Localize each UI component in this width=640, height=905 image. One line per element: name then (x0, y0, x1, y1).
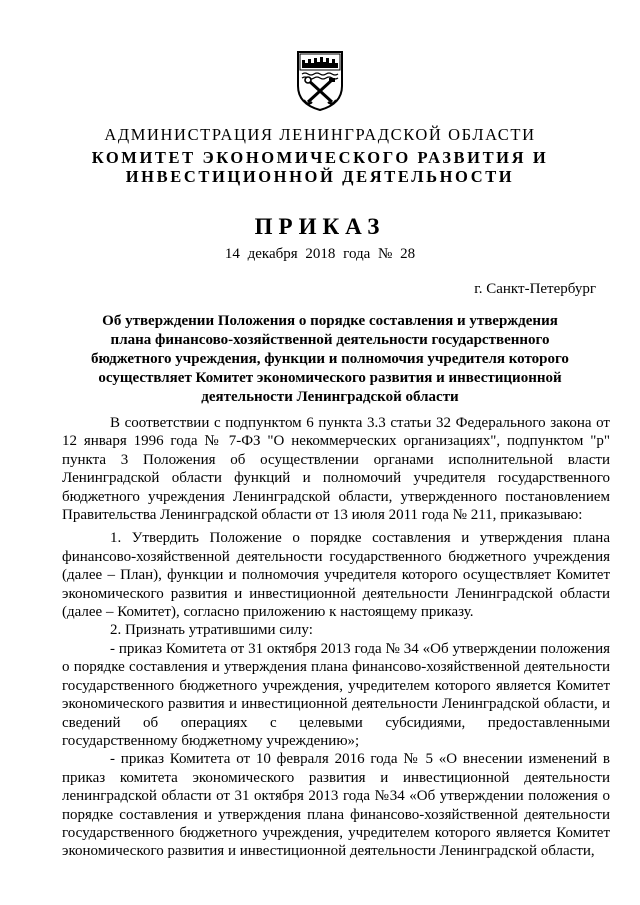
intro-paragraph: В соответствии с подпунктом 6 пункта 3.3 статьи 32 Федерального закона от 12 января 1996 года № 7-ФЗ "О некоммерческих организациях", подпунктом "р" пункта 3 Положения об осуществлении органами исполнительной власти Ленинградской области функций и полномочий учредителя государственного бюджетного учреждения Ленинградской области, утвержденного постановлением Правительства Ленинградской области от 13 июля 2011 года № 211, приказываю: (62, 415, 610, 524)
item-1-paragraph: 1. Утвердить Положение о порядке составления и утверждения плана финансово-хозяйственной деятельности государственного бюджетного учреждения (далее – План), функции и полномочия учредителя которого осуществляет Комитет экономического развития и инвестиционной деятельности Ленинградской области (далее – Комитет), согласно приложению к настоящему приказу. (62, 530, 610, 621)
document-subject (70, 312, 590, 407)
subject-line: Об утверждении Положения о порядке составления и утверждения (102, 313, 558, 329)
document-body (62, 414, 610, 861)
item-2b-paragraph: - приказ Комитета от 10 февраля 2016 года № 5 «О внесении изменений в приказ комитета экономического развития и инвестиционной деятельности ленинградской области от 31 октября 2013 года №34 «Об утверждении положения о порядке составления и утверждения плана финансово-хозяйственной деятельности государственного бюджетного учреждения, учредителем которого является Комитет экономического развития и инвестиционной деятельности Ленинградской области, (62, 751, 610, 860)
committee-name (0, 148, 640, 186)
subject-line: плана финансово-хозяйственной деятельности государственного (110, 332, 550, 348)
organization-name: АДМИНИСТРАЦИЯ ЛЕНИНГРАДСКОЙ ОБЛАСТИ (104, 125, 536, 144)
document-type-title: ПРИКАЗ (254, 214, 386, 239)
committee-name-line2: ИНВЕСТИЦИОННОЙ ДЕЯТЕЛЬНОСТИ (125, 167, 515, 186)
item-2a-paragraph: - приказ Комитета от 31 октября 2013 года № 34 «Об утверждении положения о порядке составления и утверждения плана финансово-хозяйственной деятельности государственного бюджетного учреждения, учредителем которого является Комитет экономического развития и инвестиционной деятельности Ленинградской области, и сведений об операциях с целевыми субсидиями, предоставленными государственному бюджетному учреждению»; (62, 640, 610, 749)
subject-line: деятельности Ленинградской области (201, 389, 459, 405)
committee-name-line1: КОМИТЕТ ЭКОНОМИЧЕСКОГО РАЗВИТИЯ И (91, 148, 549, 167)
subject-line: осуществляет Комитет экономического развития и инвестиционной (98, 370, 562, 386)
document-city: г. Санкт-Петербург (474, 281, 596, 297)
document-date-number: 14 декабря 2018 года № 28 (224, 246, 416, 262)
item-2-paragraph: 2. Признать утратившими силу: (110, 622, 313, 639)
subject-line: бюджетного учреждения, функции и полномочия учредителя которого (91, 351, 569, 367)
coat-of-arms-icon (296, 50, 344, 112)
